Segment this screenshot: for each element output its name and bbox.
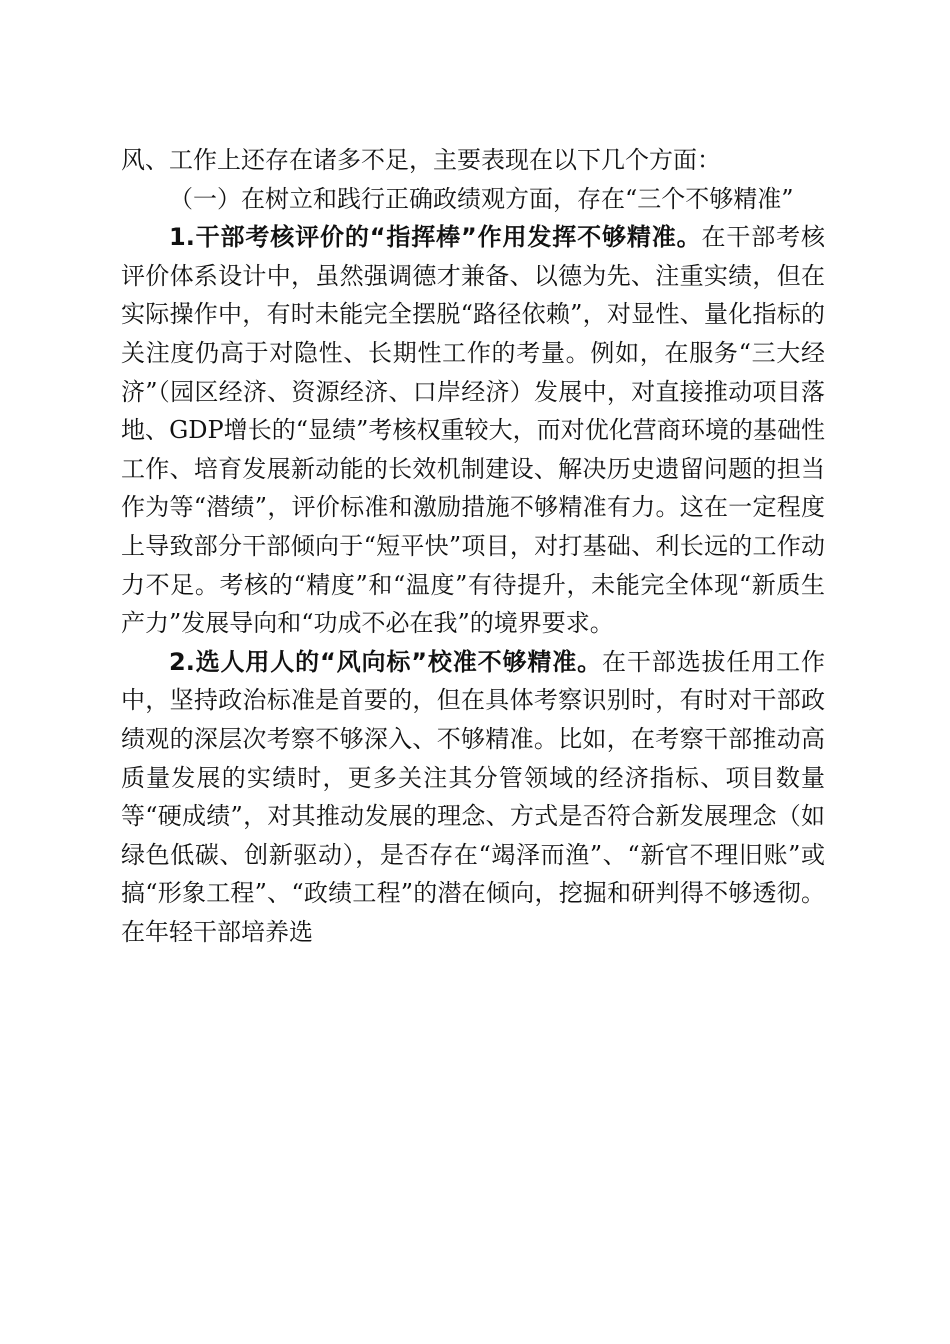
intro-paragraph: 风、工作上还存在诸多不足，主要表现在以下几个方面： bbox=[121, 146, 721, 174]
section-heading: （一）在树立和践行正确政绩观方面，存在“三个不够精准” bbox=[169, 184, 794, 213]
item-2-body: 在干部选拔任用工作中，坚持政治标准是首要的，但在具体考察识别时，有时对干部政绩观的深层次考察不够深入、不够精准。比如，在考察干部推动高质量发展的实绩时，更多关注其分管领域的经济指标、项目数量等“硬成绩”，对其推动发展的理念、方式是否符合新发展理念（如绿色低碳、创新驱动），是否存在“竭泽而渔”、“新官不理旧账”或搞“形象工程”、“政绩工程”的潜在倾向，挖掘和研判得不够透彻。在年轻干部培养选 bbox=[121, 647, 825, 946]
item-paragraph-2 bbox=[121, 643, 825, 952]
document-page bbox=[121, 141, 825, 951]
item-paragraph-1 bbox=[121, 218, 825, 643]
item-2-lead: 2.选人用人的“风向标”校准不够精准。 bbox=[169, 647, 603, 676]
item-1-lead: 1.干部考核评价的“指挥棒”作用发挥不够精准。 bbox=[169, 223, 702, 252]
item-1-body: 在干部考核评价体系设计中，虽然强调德才兼备、以德为先、注重实绩，但在实际操作中，有时未能完全摆脱“路径依赖”，对显性、量化指标的关注度仍高于对隐性、长期性工作的考量。例如，在服务“三大经济”（园区经济、资源经济、口岸经济）发展中，对直接推动项目落地、GDP增长的“显绩”考核权重较大，而对优化营商环境的基础性工作、培育发展新动能的长效机制建设、解决历史遗留问题的担当作为等“潜绩”，评价标准和激励措施不够精准有力。这在一定程度上导致部分干部倾向于“短平快”项目，对打基础、利长远的工作动力不足。考核的“精度”和“温度”有待提升，未能完全体现“新质生产力”发展导向和“功成不必在我”的境界要求。 bbox=[121, 223, 825, 638]
